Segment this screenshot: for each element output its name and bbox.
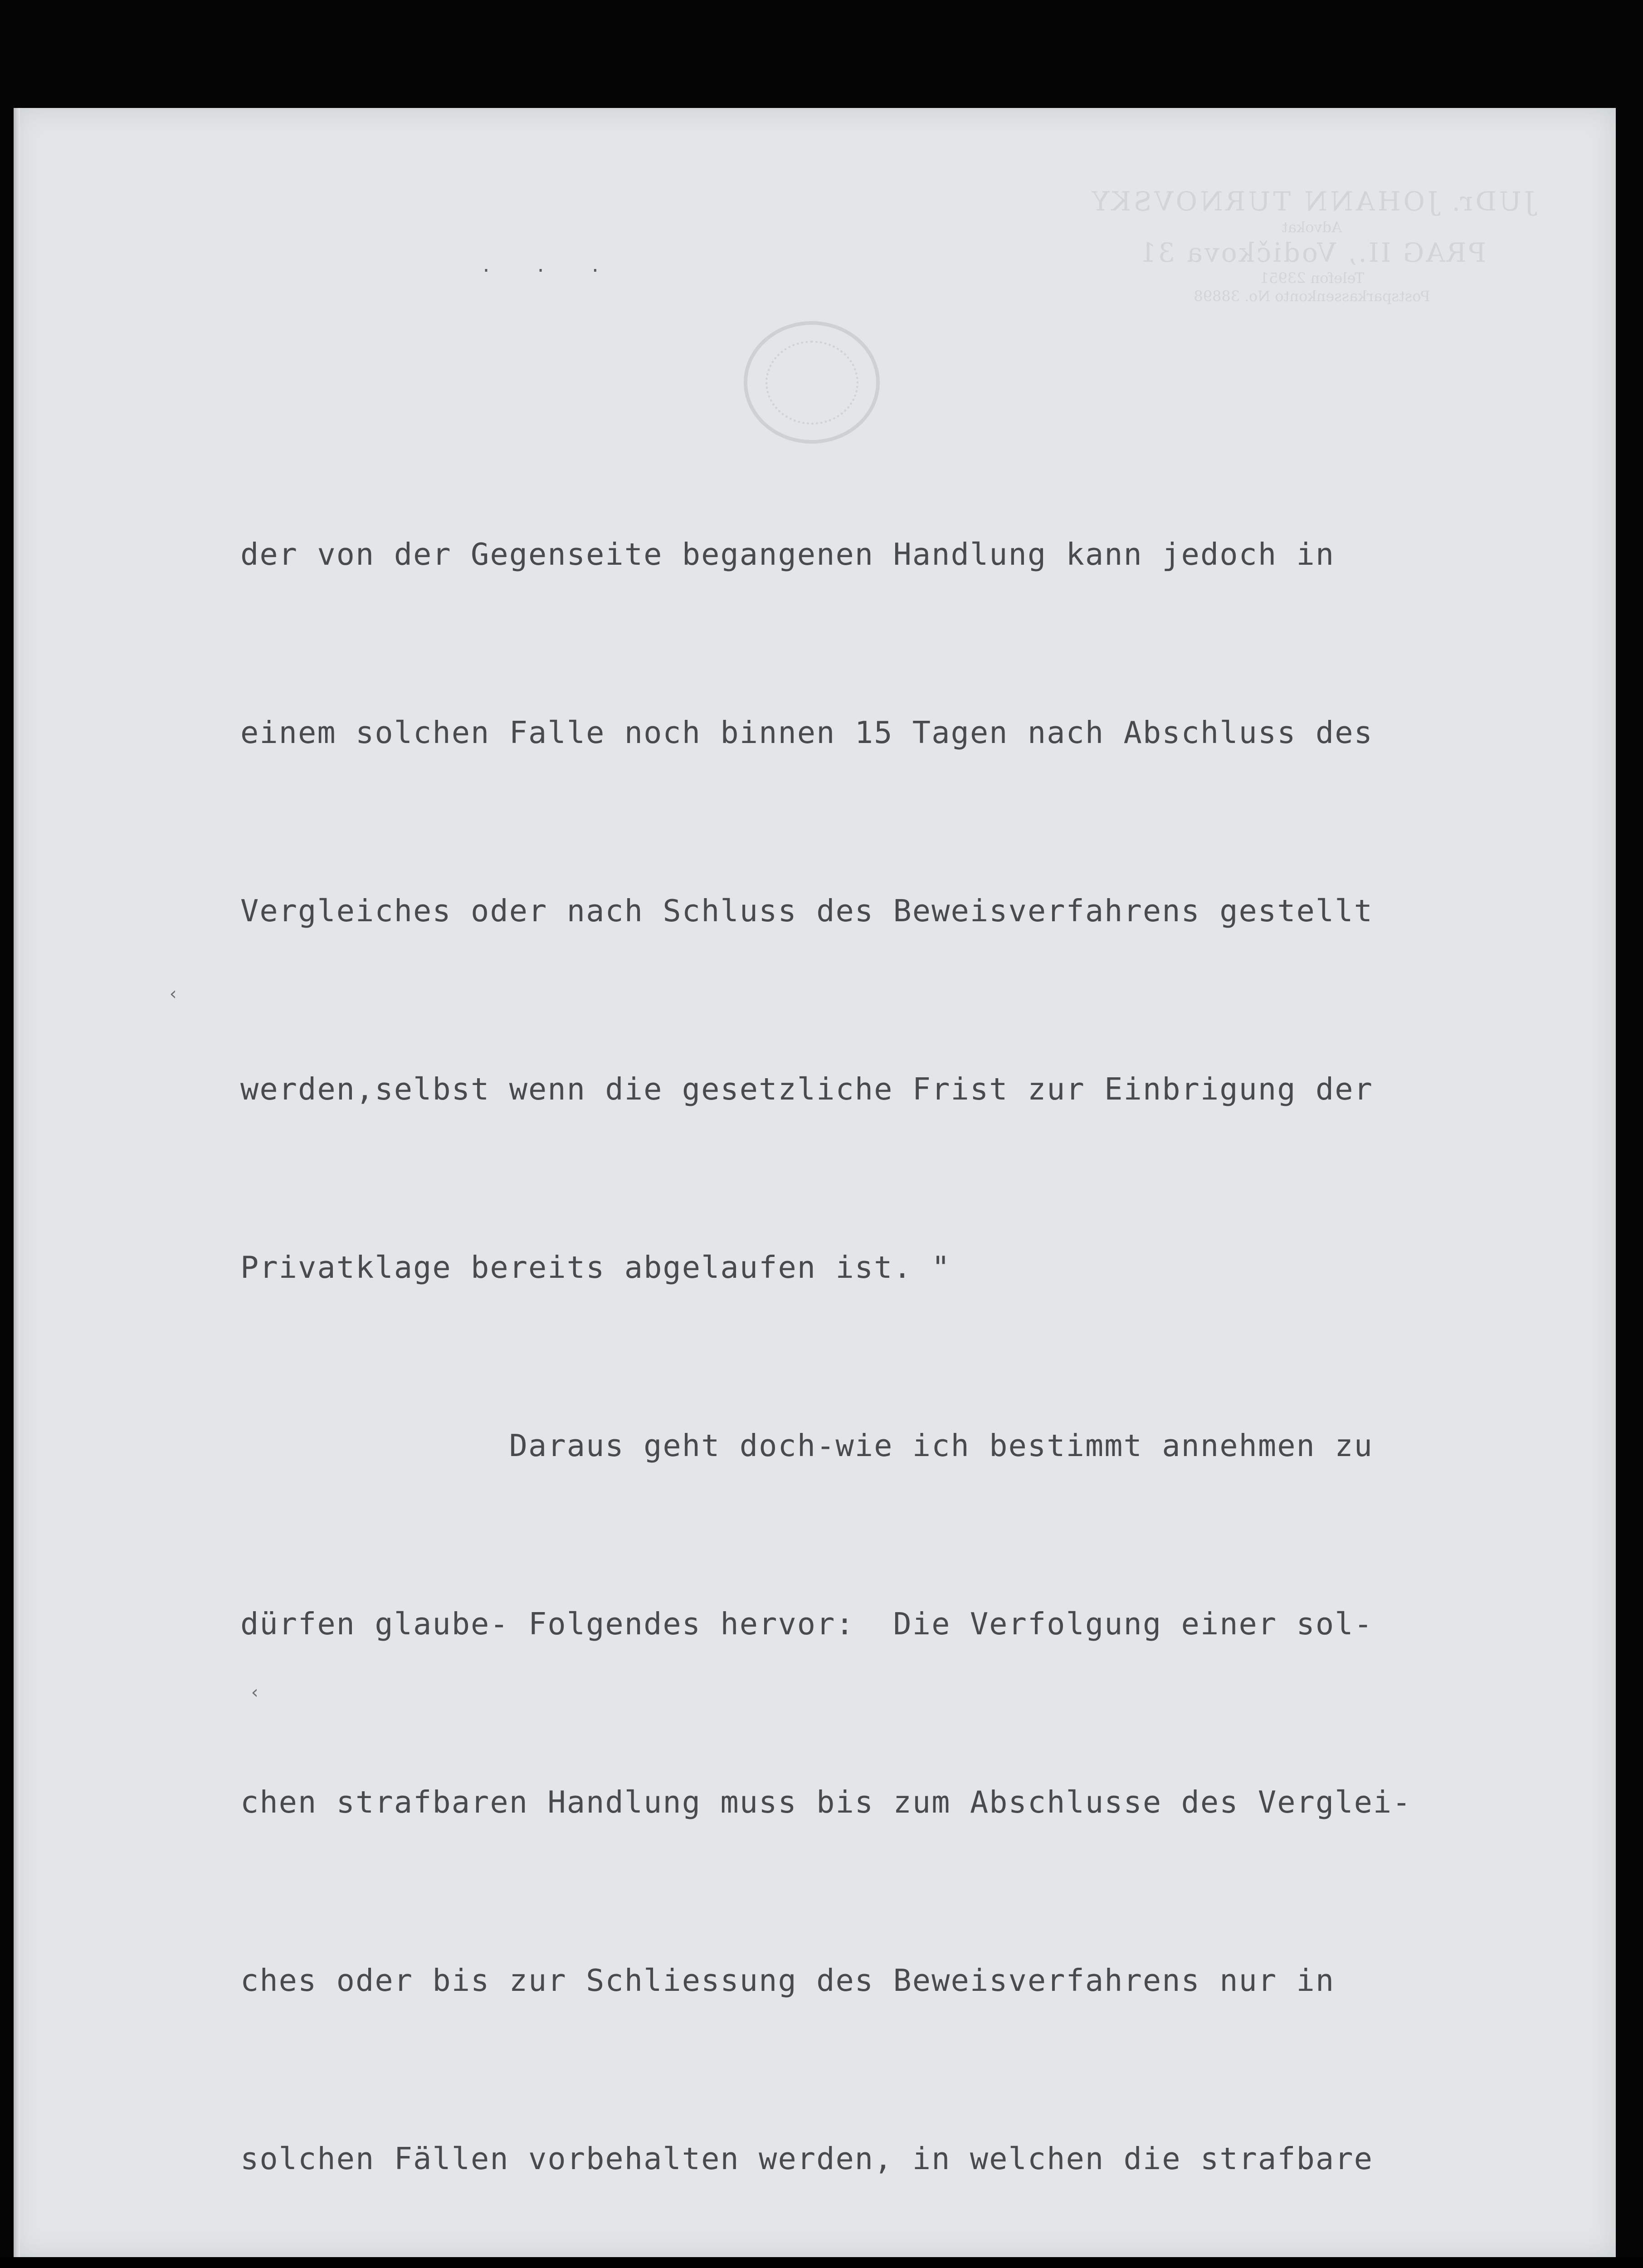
page-edge-shadow xyxy=(14,108,20,2257)
typewritten-body xyxy=(240,406,1510,2268)
text-line: Daraus geht doch-wie ich bestimmt annehmen zu xyxy=(240,1428,1373,1463)
margin-mark: ‹ xyxy=(249,1682,261,1703)
text-line: Privatklage bereits abgelaufen ist. " xyxy=(240,1250,951,1285)
text-line: einem solchen Falle noch binnen 15 Tagen nach Abschluss des xyxy=(240,715,1373,750)
text-line: Vergleiches oder nach Schluss des Beweisverfahrens gestellt xyxy=(240,893,1373,929)
letterhead-line: Postsparkassenkonto No. 38898 xyxy=(1194,288,1430,305)
letterhead-line: Telefon 23951 xyxy=(1259,269,1365,287)
letterhead-line: PRAG II., Vodičkova 31 xyxy=(1138,237,1486,268)
header-dots: . . . xyxy=(481,255,617,276)
text-line: dürfen glaube- Folgendes hervor: Die Verfolgung einer sol- xyxy=(240,1606,1373,1642)
text-line: chen strafbaren Handlung muss bis zum Abschlusse des Verglei- xyxy=(240,1784,1412,1820)
margin-mark: ‹ xyxy=(168,983,179,1004)
text-line: werden,selbst wenn die gesetzliche Frist zur Einbrigung der xyxy=(240,1071,1373,1107)
text-line: solchen Fällen vorbehalten werden, in welchen die strafbare xyxy=(240,2141,1373,2176)
text-line: der von der Gegenseite begangenen Handlung kann jedoch in xyxy=(240,537,1335,572)
letterhead-line: Advokat xyxy=(1282,218,1342,236)
bleed-through-letterhead xyxy=(1085,185,1539,305)
text-line: ches oder bis zur Schliessung des Beweisverfahrens nur in xyxy=(240,1963,1335,1998)
letterhead-line: JUDr. JOHANN TURNOVSKY xyxy=(1089,186,1535,217)
